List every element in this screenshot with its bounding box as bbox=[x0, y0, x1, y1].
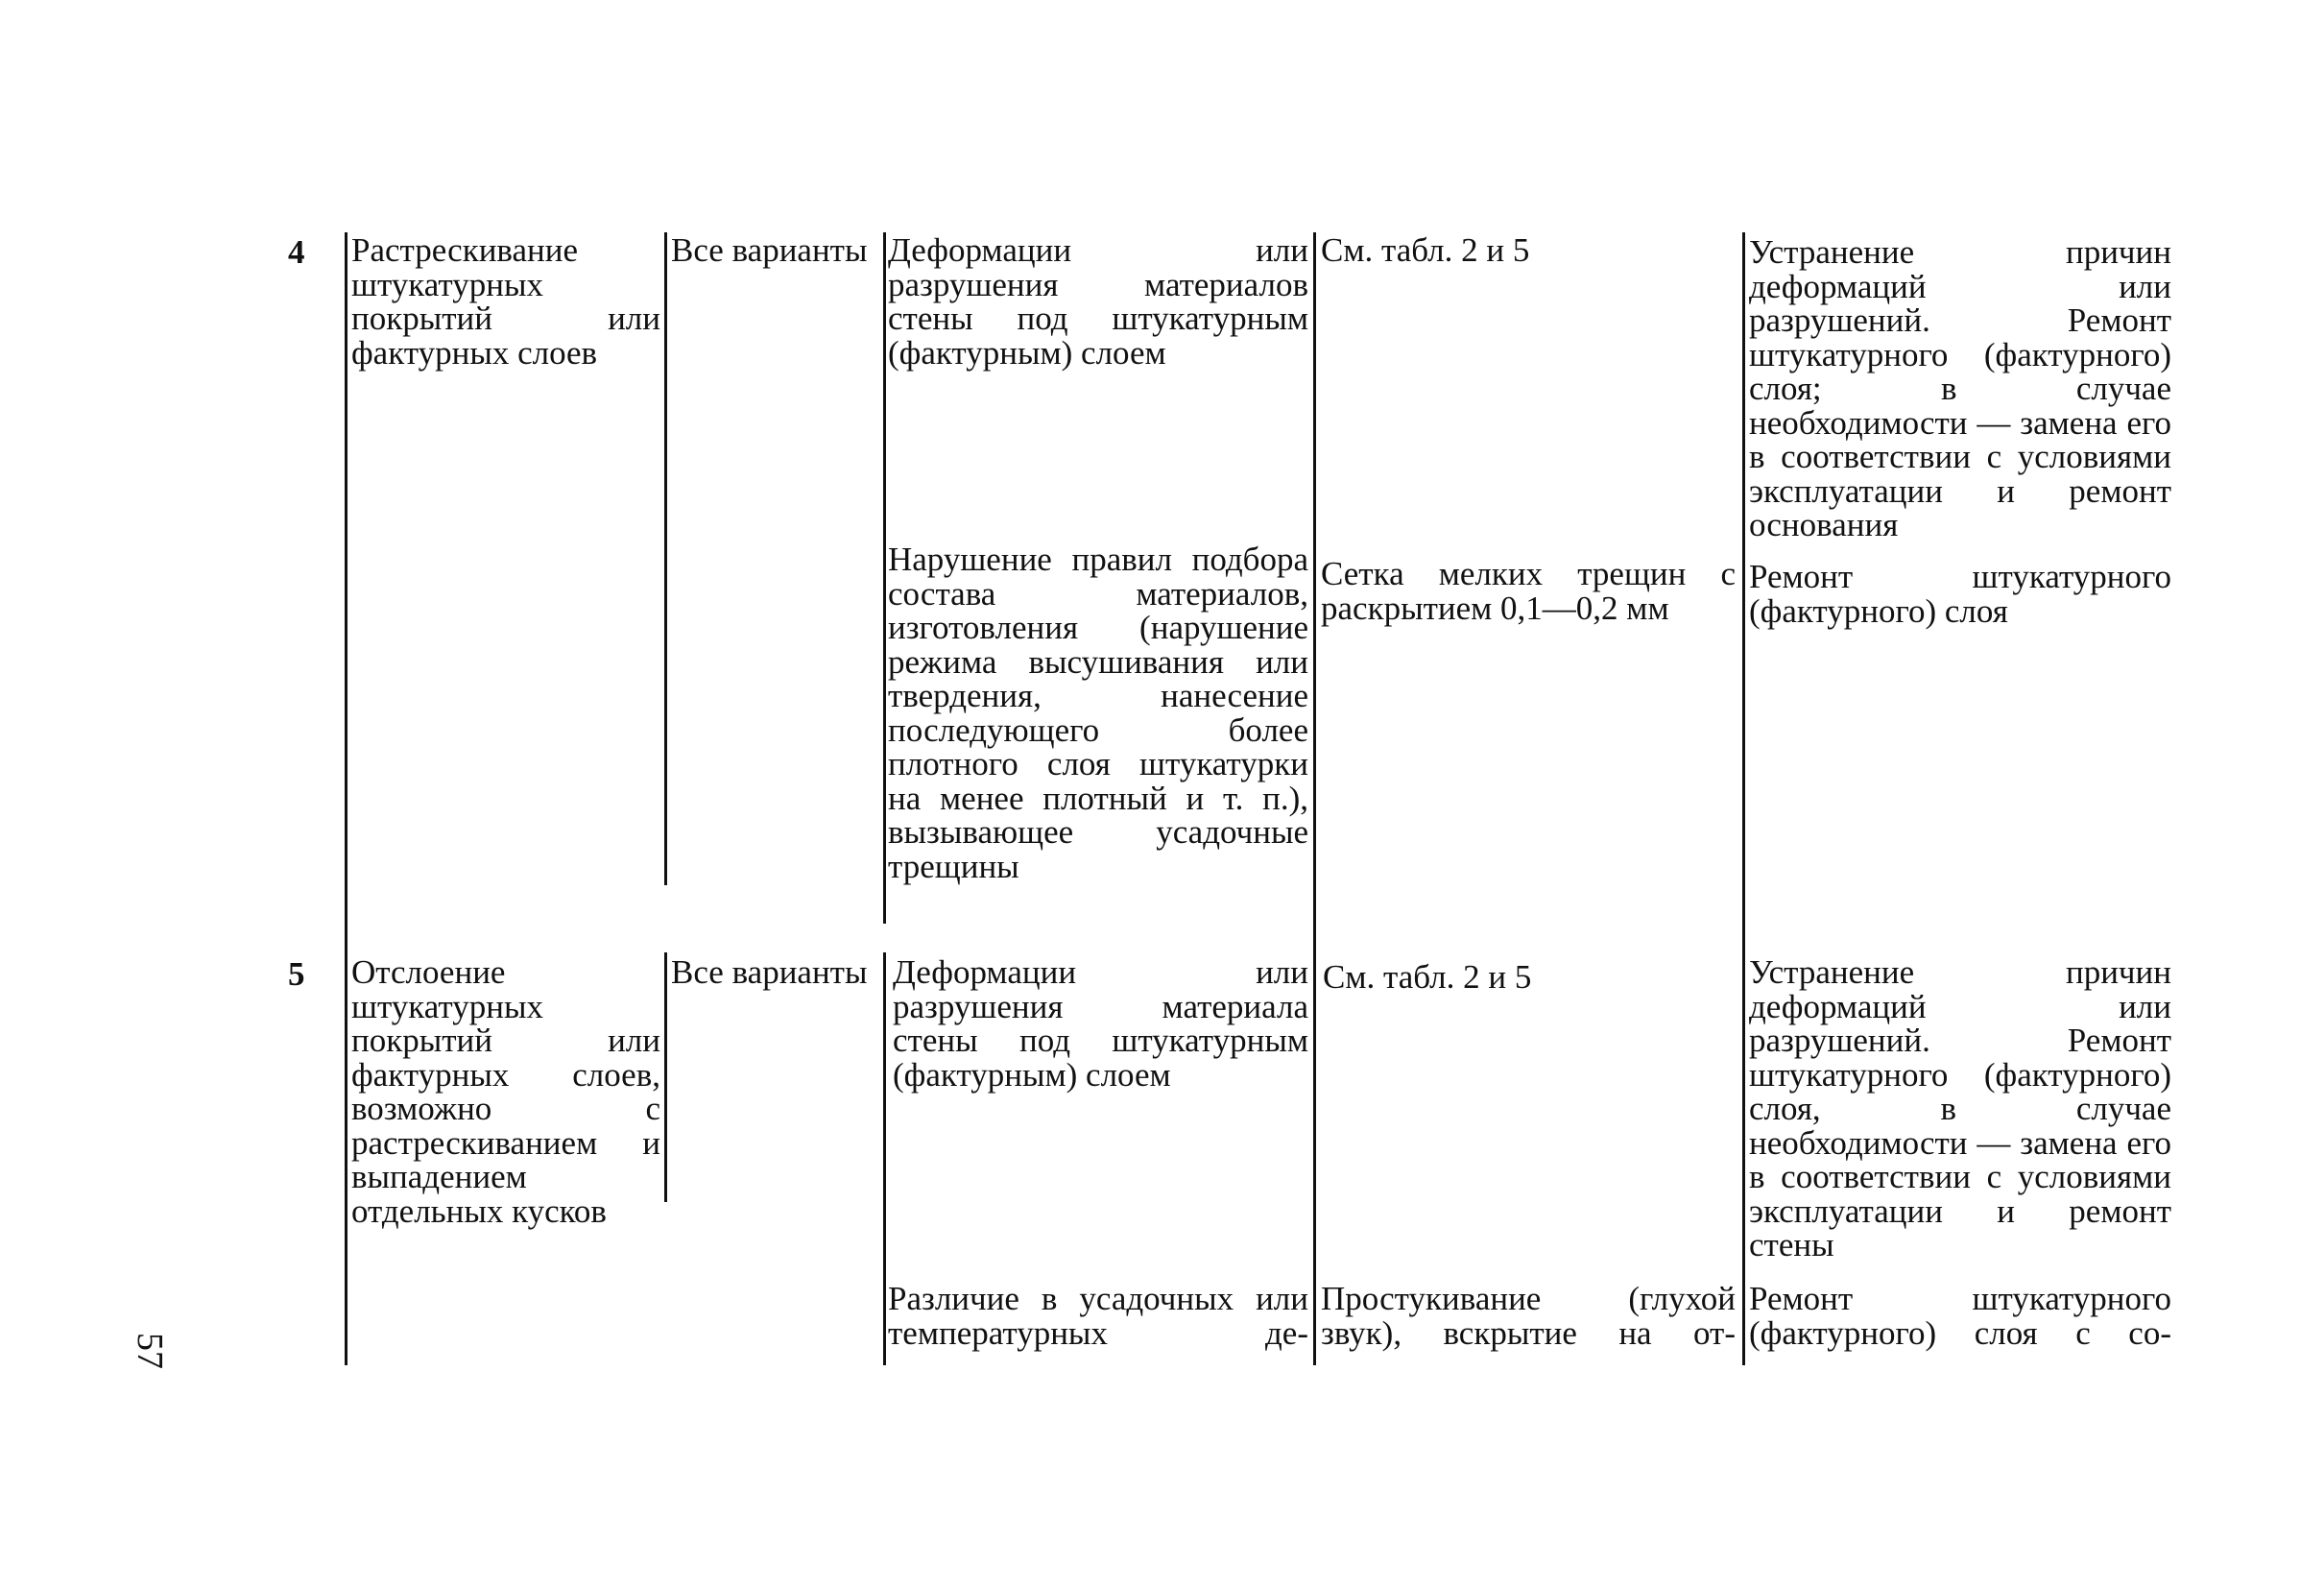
signs-cell: См. табл. 2 и 5 bbox=[1323, 958, 1532, 996]
defect-cell: Растрескивание штукатурных покрытий или фактурных слоев bbox=[351, 231, 660, 372]
column-rule-2 bbox=[664, 232, 667, 885]
remedy-cell: Ремонт штукатурного (фактурного) слоя bbox=[1749, 558, 2171, 630]
defect-cell: Отслоение штукатурных покрытий или фактурных слоев, возможно с растрескиванием и выпадением отдельных кусков bbox=[351, 953, 660, 1230]
row-number: 4 bbox=[288, 233, 305, 271]
column-rule-3 bbox=[883, 232, 886, 924]
cause-cell: Деформации или разрушения материалов стены под штукатурным (фактурным) слоем bbox=[888, 231, 1308, 372]
cause-cell: Различие в усадочных или температурных де- bbox=[888, 1280, 1308, 1352]
remedy-cell: Ремонт штукатурного (фактурного) слоя с со- bbox=[1749, 1280, 2171, 1352]
remedy-cell: Устранение причин деформаций или разрушений. Ремонт штукатурного (фактурного) слоя; в случае необходимости — замена его в соответствии с условиями эксплуатации и ремонт основания bbox=[1749, 233, 2171, 543]
variant-cell: Все варианты bbox=[671, 231, 868, 269]
column-rule-2b bbox=[664, 952, 667, 1202]
column-rule-1 bbox=[345, 232, 347, 1365]
page-number: 57 bbox=[130, 1333, 170, 1369]
column-rule-5 bbox=[1742, 232, 1745, 1365]
row-number: 5 bbox=[288, 955, 305, 993]
cause-cell: Деформации или разрушения материала стены под штукатурным (фактурным) слоем bbox=[893, 953, 1308, 1094]
column-rule-3b bbox=[883, 952, 886, 1365]
signs-cell: Простукивание (глухой звук), вскрытие на от- bbox=[1321, 1280, 1736, 1352]
signs-cell: Сетка мелких трещин с раскрытием 0,1—0,2 мм bbox=[1321, 555, 1736, 627]
cause-cell: Нарушение правил подбора состава материалов, изготовления (нарушение режима высушивания или твердения, нанесение последующего более плотного слоя штукатурки на менее плотный и т. п.), вызывающее усадочные трещины bbox=[888, 541, 1308, 885]
variant-cell: Все варианты bbox=[671, 953, 868, 991]
column-rule-4 bbox=[1313, 232, 1316, 1365]
remedy-cell: Устранение причин деформаций или разрушений. Ремонт штукатурного (фактурного) слоя, в случае необходимости — замена его в соответствии с условиями эксплуатации и ремонт стены bbox=[1749, 953, 2171, 1263]
signs-cell: См. табл. 2 и 5 bbox=[1321, 231, 1530, 269]
